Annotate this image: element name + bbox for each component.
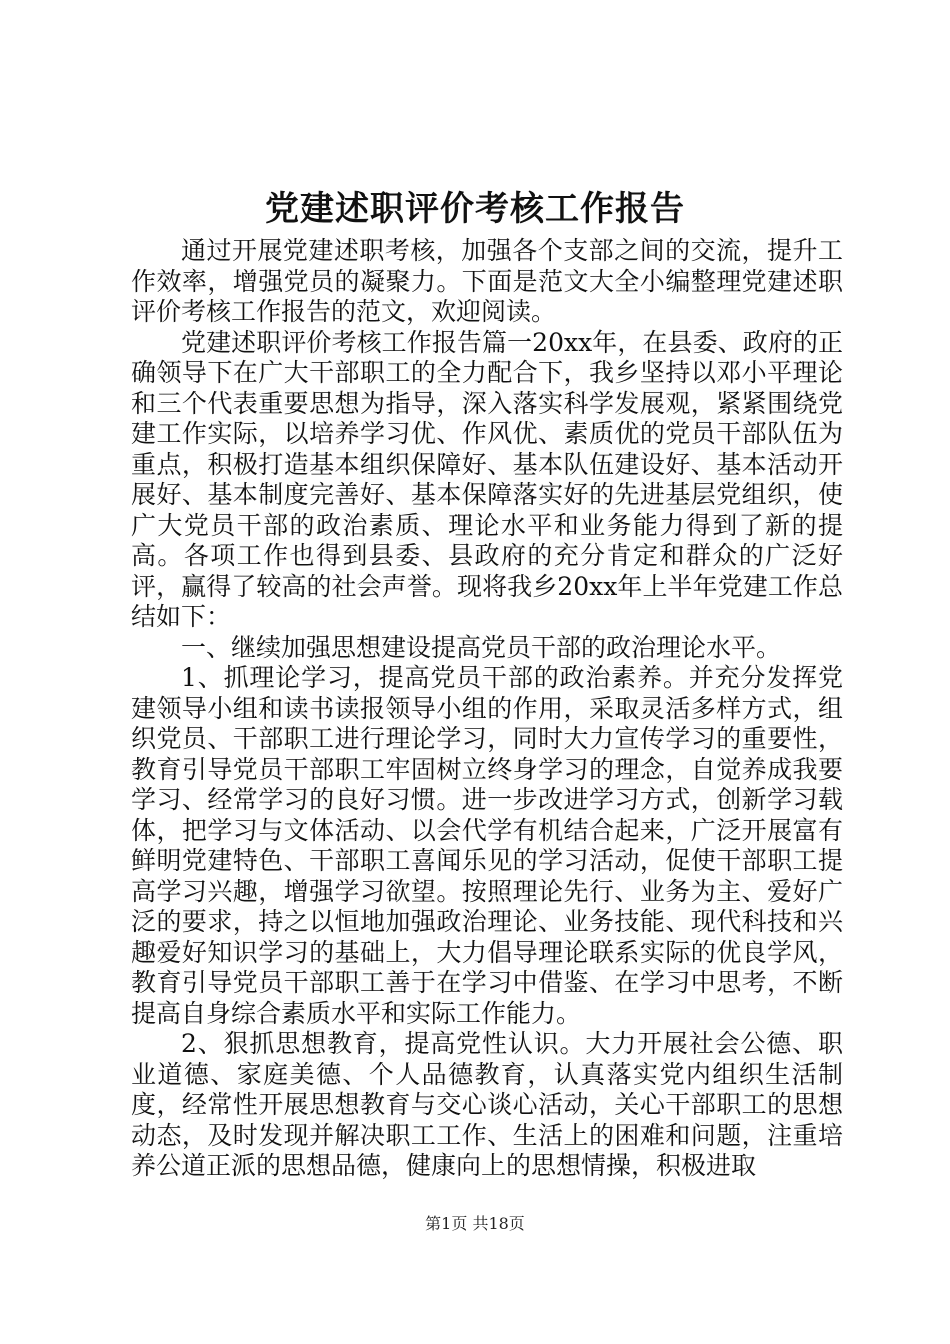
paragraph-theory-study: 1、抓理论学习，提高党员干部的政治素养。并充分发挥党建领导小组和读书读报领导小组的作用，采取灵活多样方式，组织党员、干部职工进行理论学习，同时大力宣传学习的重要性，教育引导党员干部职工牢固树立终身学习的理念，自觉养成我要学习、经常学习的良好习惯。进一步改进学习方式，创新学习载体，把学习与文体活动、以会代学有机结合起来，广泛开展富有鲜明党建特色、干部职工喜闻乐见的学习活动，促使干部职工提高学习兴趣，增强学习欲望。按照理论先行、业务为主、爱好广泛的要求，持之以恒地加强政治理论、业务技能、现代科技和兴趣爱好知识学习的基础上，大力倡导理论联系实际的优良学风，教育引导党员干部职工善于在学习中借鉴、在学习中思考，不断提高自身综合素质水平和实际工作能力。 (131, 663, 843, 1028)
paragraph-ideological-education: 2、狠抓思想教育，提高党性认识。大力开展社会公德、职业道德、家庭美德、个人品德教育，认真落实党内组织生活制度，经常性开展思想教育与交心谈心活动，关心干部职工的思想动态，及时发现并解决职工工作、生活上的困难和问题，注重培养公道正派的思想品德，健康向上的思想情操，积极进取 (131, 1029, 843, 1180)
document-body (131, 236, 843, 1182)
paragraph-report-overview: 党建述职评价考核工作报告篇一20xx年，在县委、政府的正确领导下在广大干部职工的全力配合下，我乡坚持以邓小平理论和三个代表重要思想为指导，深入落实科学发展观，紧紧围绕党建工作实际，以培养学习优、作风优、素质优的党员干部队伍为重点，积极打造基本组织保障好、基本队伍建设好、基本活动开展好、基本制度完善好、基本保障落实好的先进基层党组织，使广大党员干部的政治素质、理论水平和业务能力得到了新的提高。各项工作也得到县委、县政府的充分肯定和群众的广泛好评，赢得了较高的社会声誉。现将我乡20xx年上半年党建工作总结如下： (131, 327, 843, 631)
paragraph-intro: 通过开展党建述职考核，加强各个支部之间的交流，提升工作效率，增强党员的凝聚力。下面是范文大全小编整理党建述职评价考核工作报告的范文，欢迎阅读。 (131, 236, 843, 326)
page-footer: 第1页 共18页 (425, 1214, 525, 1233)
paragraph-section-heading: 一、继续加强思想建设提高党员干部的政治理论水平。 (181, 632, 782, 662)
document-title: 党建述职评价考核工作报告 (265, 189, 685, 229)
